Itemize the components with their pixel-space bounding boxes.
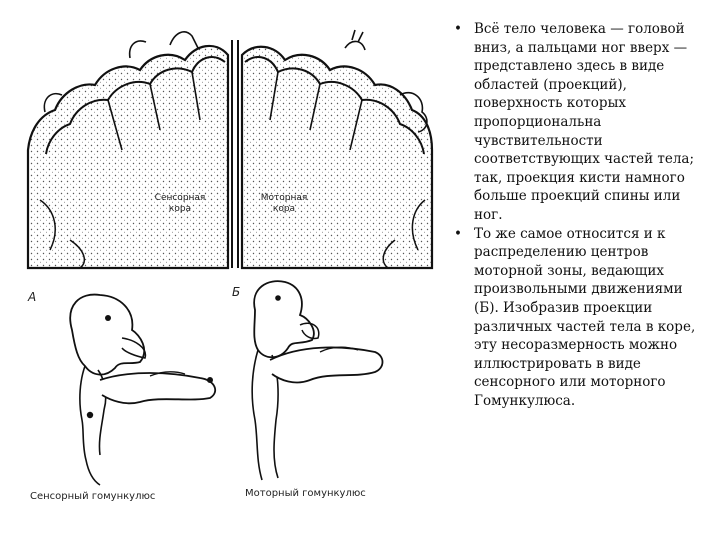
bullet-dot: •: [454, 21, 462, 37]
bullet-item: [452, 20, 710, 225]
bullet-text: Всё тело человека — головой вниз, а пальцами ног вверх — представлено здесь в виде областей (проекций), поверхность которых пропорциональна чувствительности соответствующих частей тела; так, проекция кисти намного больше проекций спины или ног.: [474, 21, 695, 223]
bullet-item: [452, 225, 710, 411]
left-hemisphere: [28, 32, 228, 268]
right-hemisphere: [242, 30, 432, 268]
panel-letter-a: А: [28, 290, 37, 304]
caption-motor-homunculus: Моторный гомункулюс: [245, 488, 366, 499]
bullet-dot: •: [454, 225, 462, 242]
text-column: [452, 20, 710, 410]
motor-homunculus-drawing: [252, 281, 382, 480]
sensory-cortex-label: Сенсорная кора: [154, 193, 206, 214]
caption-sensory-homunculus: Сенсорный гомункулюс: [30, 491, 156, 502]
sensory-homunculus-drawing: [70, 295, 215, 485]
bullet-text: То же самое относится и к распределению центров моторной зоны, ведающих произвольными движениями (Б). Изобразив проекции различных частей тела в коре, эту несоразмерность можно иллюстрировать в виде сенсорного или моторного Гомункулюса.: [474, 225, 696, 409]
panel-letter-b: Б: [232, 285, 241, 299]
motor-cortex-label: Моторная кора: [260, 193, 308, 214]
